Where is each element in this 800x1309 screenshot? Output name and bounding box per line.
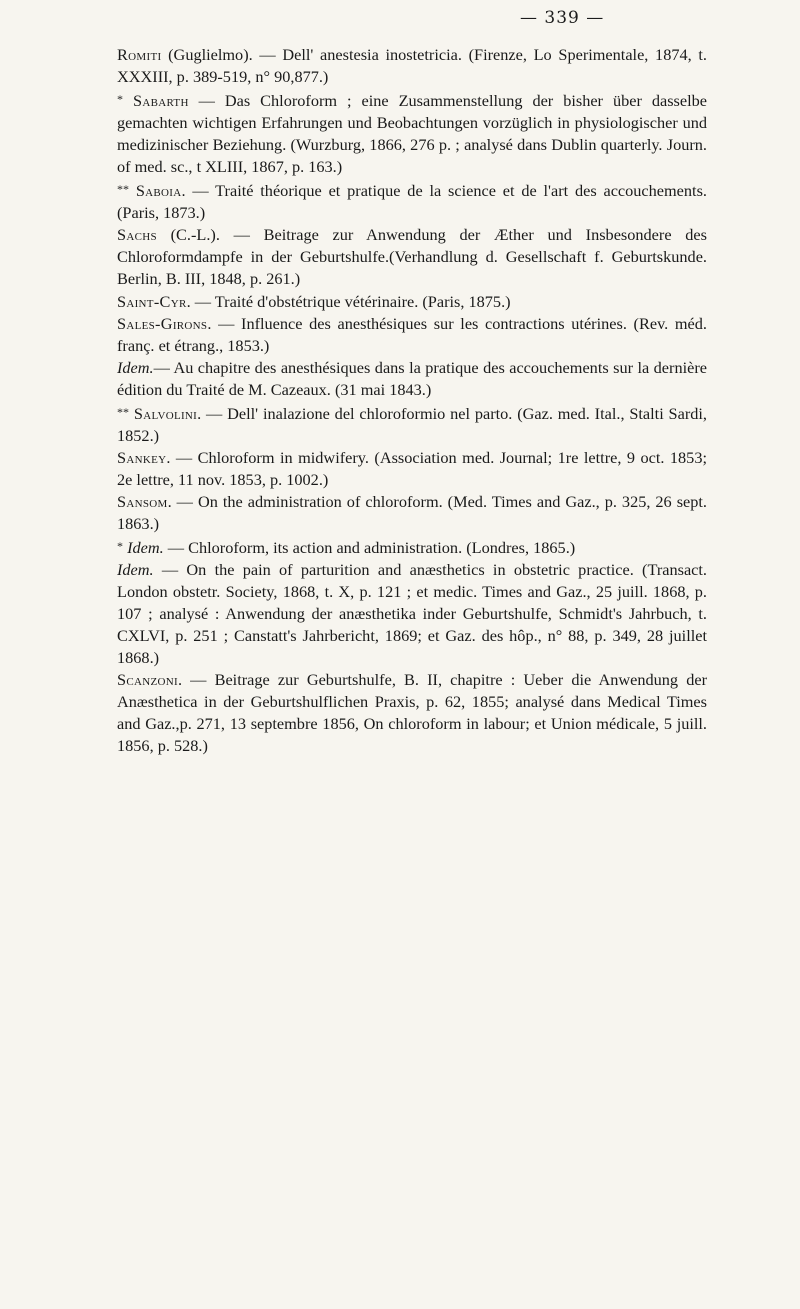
entry-author: Romiti bbox=[117, 45, 162, 64]
entry-author: Saboia bbox=[135, 181, 182, 201]
entry-text: . — Dell' inalazione del chloroformio nel parto. (Gaz. med. Ital., Stalti Sardi, 1852.) bbox=[117, 403, 707, 445]
bibliography-entry bbox=[117, 88, 707, 178]
entry-marker: ** bbox=[117, 404, 129, 419]
bibliography-entry bbox=[117, 491, 707, 535]
bibliography-entry bbox=[117, 224, 707, 290]
entry-text: — Au chapitre des anesthésiques dans la pratique des accouchements sur la dernière édition du Traité de M. Cazeaux. (31 mai 1843.) bbox=[117, 357, 707, 399]
entry-text: (C.-L.). — Beitrage zur Anwendung der Æther und Insbesondere des Chloroformdampfe in der Geburtshulfe.(Verhandlung d. Gesellschaft f. Geburtskunde. Berlin, B. III, 1848, p. 261.) bbox=[117, 225, 707, 289]
bibliography-entry bbox=[117, 401, 707, 447]
bibliography-entry bbox=[117, 535, 707, 559]
entry-text: . — Chloroform in midwifery. (Association med. Journal; 1re lettre, 9 oct. 1853; 2e lettre, 11 nov. 1853, p. 1002.) bbox=[117, 447, 707, 489]
bibliography-entry bbox=[117, 559, 707, 669]
entry-marker: ** bbox=[117, 182, 129, 197]
entry-text: — On the pain of parturition and anæsthetics in obstetric practice. (Transact. London obstetr. Society, 1868, t. X, p. 121 ; et medic. Times and Gaz., 25 juill. 1868, p. 107 ; analysé : Anwendung der anæsthetika inder Geburtshulfe, Schmidt's Jahrbuch, t. CXLVI, p. 251 ; Canstatt's Jahrbericht, 1869; et Gaz. des hôp., n° 88, p. 349, 28 juillet 1868.) bbox=[117, 560, 707, 668]
entry-author: Sansom bbox=[117, 491, 168, 511]
bibliography-entry bbox=[117, 44, 707, 88]
entry-marker: * bbox=[117, 539, 123, 554]
bibliography-entry bbox=[117, 178, 707, 224]
page-number: — 339 — bbox=[520, 8, 605, 28]
entry-text: . — On the administration of chloroform. (Med. Times and Gaz., p. 325, 26 sept. 1863.) bbox=[117, 491, 707, 533]
entry-text: . — Beitrage zur Geburtshulfe, B. II, chapitre : Ueber die Anwendung der Anæsthetica in der Geburtshulflichen Praxis, p. 62, 1855; analysé dans Medical Times and Gaz.,p. 271, 13 septembre 1856, On chloroform in labour; et Union médicale, 5 juill. 1856, p. 528.) bbox=[117, 670, 707, 756]
bibliography-entry bbox=[117, 313, 707, 357]
entry-author: Scanzoni bbox=[117, 670, 178, 690]
entry-text: — Das Chloroform ; eine Zusammenstellung der bisher über dasselbe gemachten wichtigen Erfahrungen und Beobachtungen vorzüglich in physiologischer und medizinischer Beziehung. (Wurzburg, 1866, 276 p. ; analysé dans Dublin quarterly. Journ. of med. sc., t XLIII, 1867, p. 163.) bbox=[117, 91, 707, 177]
entry-author: Saint-Cyr bbox=[117, 291, 187, 311]
entry-author: Sales-Girons bbox=[117, 313, 208, 333]
entry-marker: * bbox=[117, 92, 123, 107]
entry-author: Idem. bbox=[127, 538, 164, 558]
entry-author: Sabarth bbox=[132, 91, 189, 111]
entry-text: . — Influence des anesthésiques sur les contractions utérines. (Rev. méd. franç. et étrang., 1853.) bbox=[117, 313, 707, 355]
entry-author: Idem. bbox=[117, 560, 154, 580]
bibliography-entry bbox=[117, 291, 707, 313]
bibliography-list bbox=[117, 44, 707, 758]
entry-author: Salvolini bbox=[133, 403, 198, 423]
bibliography-entry bbox=[117, 447, 707, 491]
entry-text: (Guglielmo). — Dell' anestesia inostetricia. (Firenze, Lo Sperimentale, 1874, t. XXXIII, p. 389-519, n° 90,877.) bbox=[117, 45, 707, 87]
bibliography-entry bbox=[117, 357, 707, 401]
entry-text: . — Traité d'obstétrique vétérinaire. (Paris, 1875.) bbox=[186, 291, 511, 311]
bibliography-entry bbox=[117, 669, 707, 757]
entry-author: Sachs bbox=[117, 225, 157, 245]
entry-author: Idem. bbox=[117, 357, 154, 377]
entry-text: . — Traité théorique et pratique de la science et de l'art des accouchements. (Paris, 1873.) bbox=[117, 181, 707, 223]
entry-author: Sankey bbox=[117, 447, 167, 467]
entry-text: — Chloroform, its action and administration. (Londres, 1865.) bbox=[163, 538, 576, 558]
